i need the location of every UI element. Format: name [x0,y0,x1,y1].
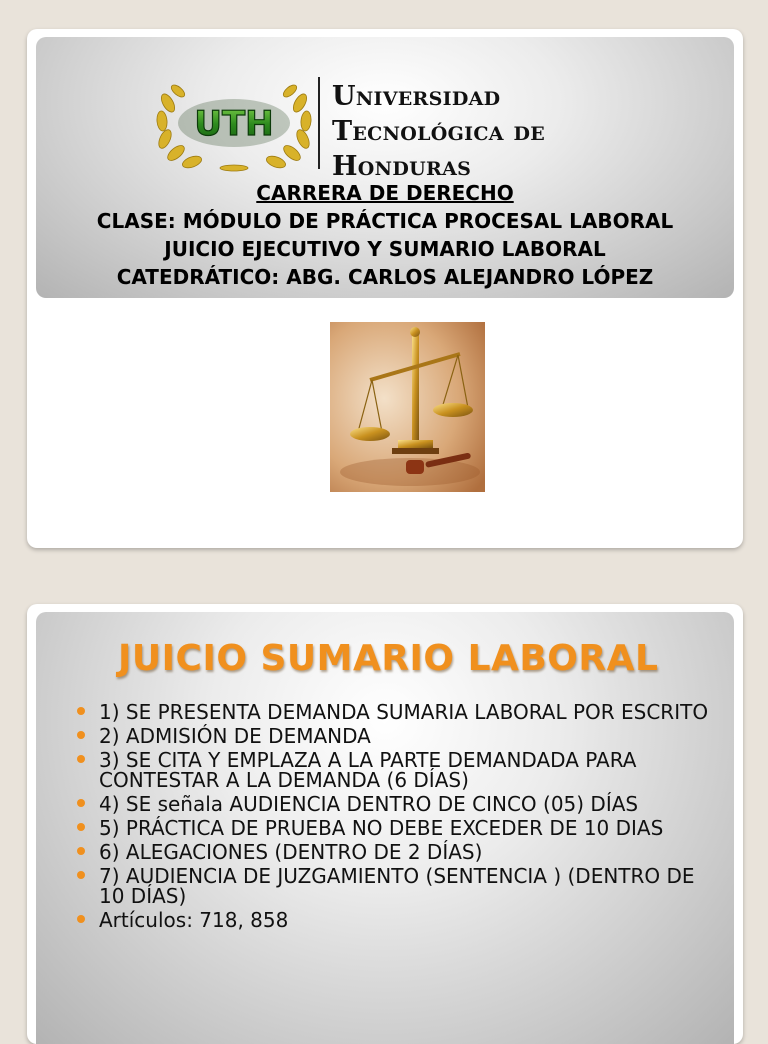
title-panel [36,37,734,298]
bullet-dot-icon [77,731,85,739]
bullet-list [71,702,711,934]
content-slide [27,604,743,1044]
title-slide [27,29,743,548]
list-item: 2) ADMISIÓN DE DEMANDA [71,726,711,746]
university-name-line1: Universidad [332,81,501,112]
topic-title: JUICIO EJECUTIVO Y SUMARIO LABORAL [164,237,606,261]
list-item: 5) PRÁCTICA DE PRUEBA NO DEBE EXCEDER DE 10 DIAS [71,818,711,838]
bullet-dot-icon [77,799,85,807]
logo-abbr: UTH [194,104,274,144]
list-item: 7) AUDIENCIA DE JUZGAMIENTO (SENTENCIA ) (DENTRO DE 10 DÍAS) [71,866,711,906]
bullet-dot-icon [77,847,85,855]
list-item: 3) SE CITA Y EMPLAZA A LA PARTE DEMANDADA PARA CONTESTAR A LA DEMANDA (6 DÍAS) [71,750,711,790]
course-info [36,179,734,291]
laurel-wreath-icon [154,73,314,173]
list-item: Artículos: 718, 858 [71,910,711,930]
list-item: 4) SE señala AUDIENCIA DENTRO DE CINCO (05) DÍAS [71,794,711,814]
logo-divider [318,77,320,169]
university-name-line3: Honduras [332,151,472,182]
class-title: CLASE: MÓDULO DE PRÁCTICA PROCESAL LABORAL [96,209,674,233]
career-title: CARRERA DE DERECHO [256,181,514,205]
list-item: 1) SE PRESENTA DEMANDA SUMARIA LABORAL POR ESCRITO [71,702,711,722]
bullet-dot-icon [77,707,85,715]
university-name [332,79,545,184]
scales-of-justice-image [330,322,485,492]
bullet-dot-icon [77,755,85,763]
list-item: 6) ALEGACIONES (DENTRO DE 2 DÍAS) [71,842,711,862]
bullet-dot-icon [77,871,85,879]
slide-title: JUICIO SUMARIO LABORAL [118,638,659,679]
bullet-dot-icon [77,915,85,923]
bullet-dot-icon [77,823,85,831]
professor-title: CATEDRÁTICO: ABG. CARLOS ALEJANDRO LÓPEZ [116,265,654,289]
content-panel [36,612,734,1044]
university-name-line2: Tecnológica de [332,116,546,147]
